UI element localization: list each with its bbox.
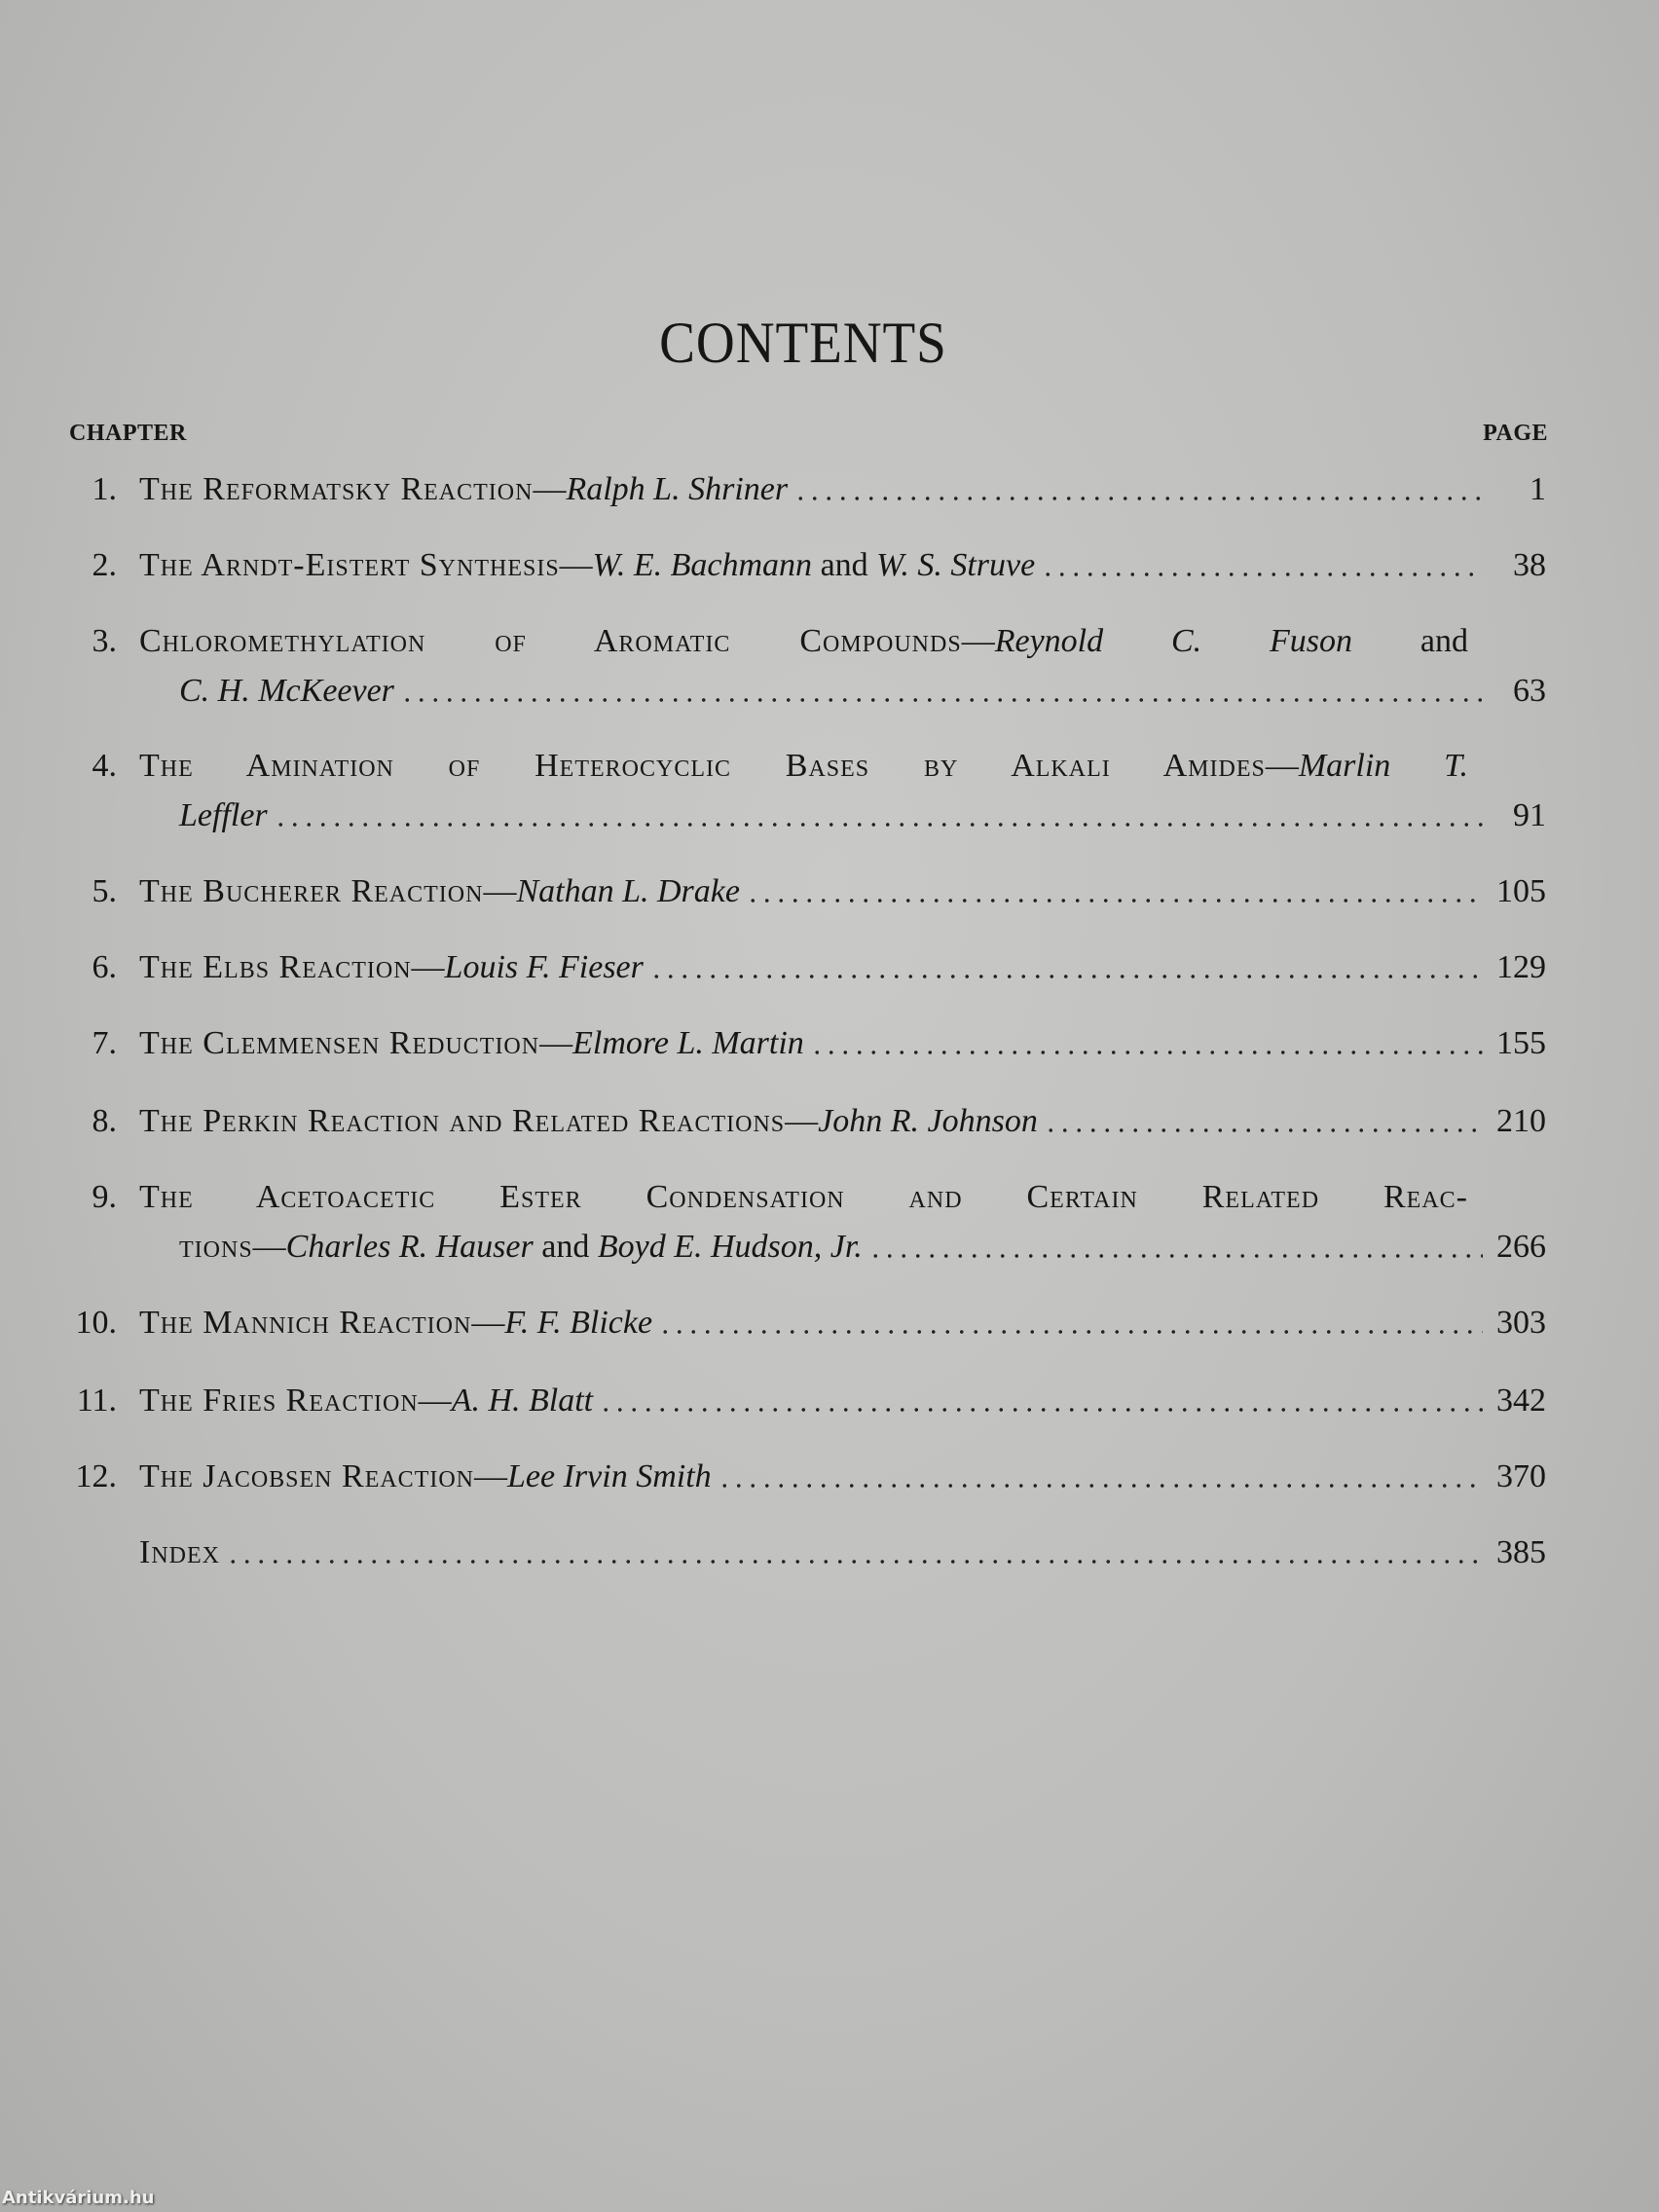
- chapter-number: 12.: [75, 1458, 117, 1494]
- chapter-number: 2.: [92, 547, 117, 583]
- page-title: CONTENTS: [659, 311, 947, 375]
- author-name: F. F. Blicke: [504, 1305, 653, 1341]
- author-name: John R. Johnson: [818, 1103, 1038, 1139]
- chapter-column-header: CHAPTER: [69, 421, 187, 446]
- connector-text: and: [1352, 623, 1469, 659]
- connector-text: —: [539, 1025, 573, 1061]
- page-number: 129: [1496, 949, 1546, 985]
- dot-leader: [599, 1407, 1483, 1413]
- dot-leader: [810, 1050, 1483, 1055]
- chapter-title: The Clemmensen Reduction: [139, 1025, 540, 1061]
- page-number: 210: [1496, 1103, 1546, 1139]
- page-number: 155: [1496, 1025, 1546, 1061]
- chapter-number: 9.: [92, 1179, 117, 1215]
- dot-leader: [658, 1329, 1483, 1335]
- page-number: 91: [1513, 797, 1546, 833]
- page-number: 38: [1513, 547, 1546, 583]
- chapter-number: 3.: [92, 623, 117, 659]
- page-number: 370: [1496, 1458, 1546, 1494]
- author-name: Charles R. Hauser: [285, 1229, 534, 1265]
- chapter-title: The Acetoacetic Ester Condensation and Certain Related Reac-: [139, 1179, 1468, 1215]
- toc-entry-line: [139, 1380, 1546, 1422]
- chapter-number: 11.: [76, 1382, 117, 1419]
- connector-text: —: [785, 1103, 819, 1139]
- connector-text: —: [474, 1458, 508, 1494]
- author-name: W. S. Struve: [876, 547, 1036, 583]
- author-name: Boyd E. Hudson, Jr.: [597, 1229, 863, 1265]
- dot-leader: [1044, 1127, 1483, 1133]
- dot-leader: [400, 697, 1484, 703]
- dot-leader: [649, 974, 1483, 979]
- connector-text: —: [252, 1229, 286, 1265]
- connector-text: —: [411, 949, 445, 985]
- author-name: Nathan L. Drake: [516, 873, 740, 909]
- page-number: 303: [1496, 1305, 1546, 1341]
- chapter-title: The Jacobsen Reaction: [139, 1458, 475, 1494]
- toc-entry-line: [139, 1022, 1546, 1065]
- connector-text: —: [961, 623, 995, 659]
- page-number: 1: [1530, 471, 1546, 507]
- chapter-number: [58, 1531, 117, 1574]
- author-name: C. H. McKeever: [179, 673, 394, 709]
- author-name: Elmore L. Martin: [572, 1025, 804, 1061]
- toc-entry-line: [139, 1176, 1468, 1219]
- toc-entry-line: [139, 620, 1468, 663]
- author-name: Louis F. Fieser: [444, 949, 644, 985]
- connector-text: —: [471, 1305, 505, 1341]
- author-name: Lee Irvin Smith: [507, 1458, 712, 1494]
- author-name: Ralph L. Shriner: [566, 471, 789, 507]
- author-name: W. E. Bachmann: [592, 547, 813, 583]
- author-name: Marlin T.: [1298, 748, 1468, 784]
- chapter-title: The Reformatsky Reaction: [139, 471, 534, 507]
- connector-text: and: [533, 1229, 598, 1265]
- chapter-number: 10.: [75, 1305, 117, 1341]
- dot-leader: [746, 898, 1483, 903]
- chapter-title: The Arndt-Eistert Synthesis: [139, 547, 560, 583]
- toc-entry-line: [139, 1302, 1546, 1345]
- chapter-number: 1.: [92, 471, 117, 507]
- page-number: 105: [1496, 873, 1546, 909]
- connector-text: and: [812, 547, 877, 583]
- toc-entry-line: [139, 1531, 1546, 1574]
- chapter-number: 8.: [92, 1103, 117, 1139]
- dot-leader: [793, 496, 1484, 501]
- connector-text: —: [418, 1382, 452, 1419]
- dot-leader: [868, 1253, 1483, 1259]
- chapter-title: The Elbs Reaction: [139, 949, 412, 985]
- author-name: A. H. Blatt: [451, 1382, 594, 1419]
- chapter-title: The Perkin Reaction and Related Reactions: [139, 1103, 786, 1139]
- toc-entry-line: [139, 1456, 1546, 1498]
- connector-text: —: [1265, 748, 1299, 784]
- chapter-number: 4.: [92, 748, 117, 784]
- chapter-title: The Fries Reaction: [139, 1382, 419, 1419]
- page-number: 342: [1496, 1382, 1546, 1419]
- toc-entry-line: [179, 670, 1546, 713]
- chapter-title: The Bucherer Reaction: [139, 873, 484, 909]
- page-number: 385: [1496, 1534, 1546, 1570]
- chapter-number: 6.: [92, 949, 117, 985]
- toc-entry-line: [139, 544, 1546, 587]
- connector-text: —: [483, 873, 517, 909]
- page-number: 266: [1496, 1229, 1546, 1265]
- chapter-title: The Mannich Reaction: [139, 1305, 472, 1341]
- page-number: 63: [1513, 673, 1546, 709]
- page-column-header: PAGE: [1483, 421, 1548, 446]
- chapter-number: 7.: [92, 1025, 117, 1061]
- toc-entry-line: [179, 1226, 1546, 1269]
- dot-leader: [226, 1559, 1483, 1565]
- connector-text: —: [559, 547, 593, 583]
- toc-entry-line: [139, 870, 1546, 913]
- toc-entry-line: [139, 946, 1546, 989]
- watermark-logo: Antikvárium.hu: [2, 2188, 155, 2208]
- toc-entry-line: [179, 794, 1546, 837]
- toc-entry-line: [139, 745, 1468, 788]
- author-name: Reynold C. Fuson: [994, 623, 1353, 659]
- dot-leader: [274, 822, 1484, 828]
- chapter-title: tions: [179, 1229, 253, 1265]
- toc-entry-line: [139, 1100, 1546, 1143]
- toc-entry-line: [139, 468, 1546, 511]
- connector-text: —: [533, 471, 567, 507]
- chapter-title: Chloromethylation of Aromatic Compounds: [139, 623, 962, 659]
- chapter-number: 5.: [92, 873, 117, 909]
- chapter-title: The Amination of Heterocyclic Bases by Alkali Amides: [139, 748, 1266, 784]
- chapter-title: Index: [139, 1534, 220, 1570]
- dot-leader: [718, 1483, 1483, 1489]
- author-name: Leffler: [179, 797, 268, 833]
- dot-leader: [1041, 571, 1484, 577]
